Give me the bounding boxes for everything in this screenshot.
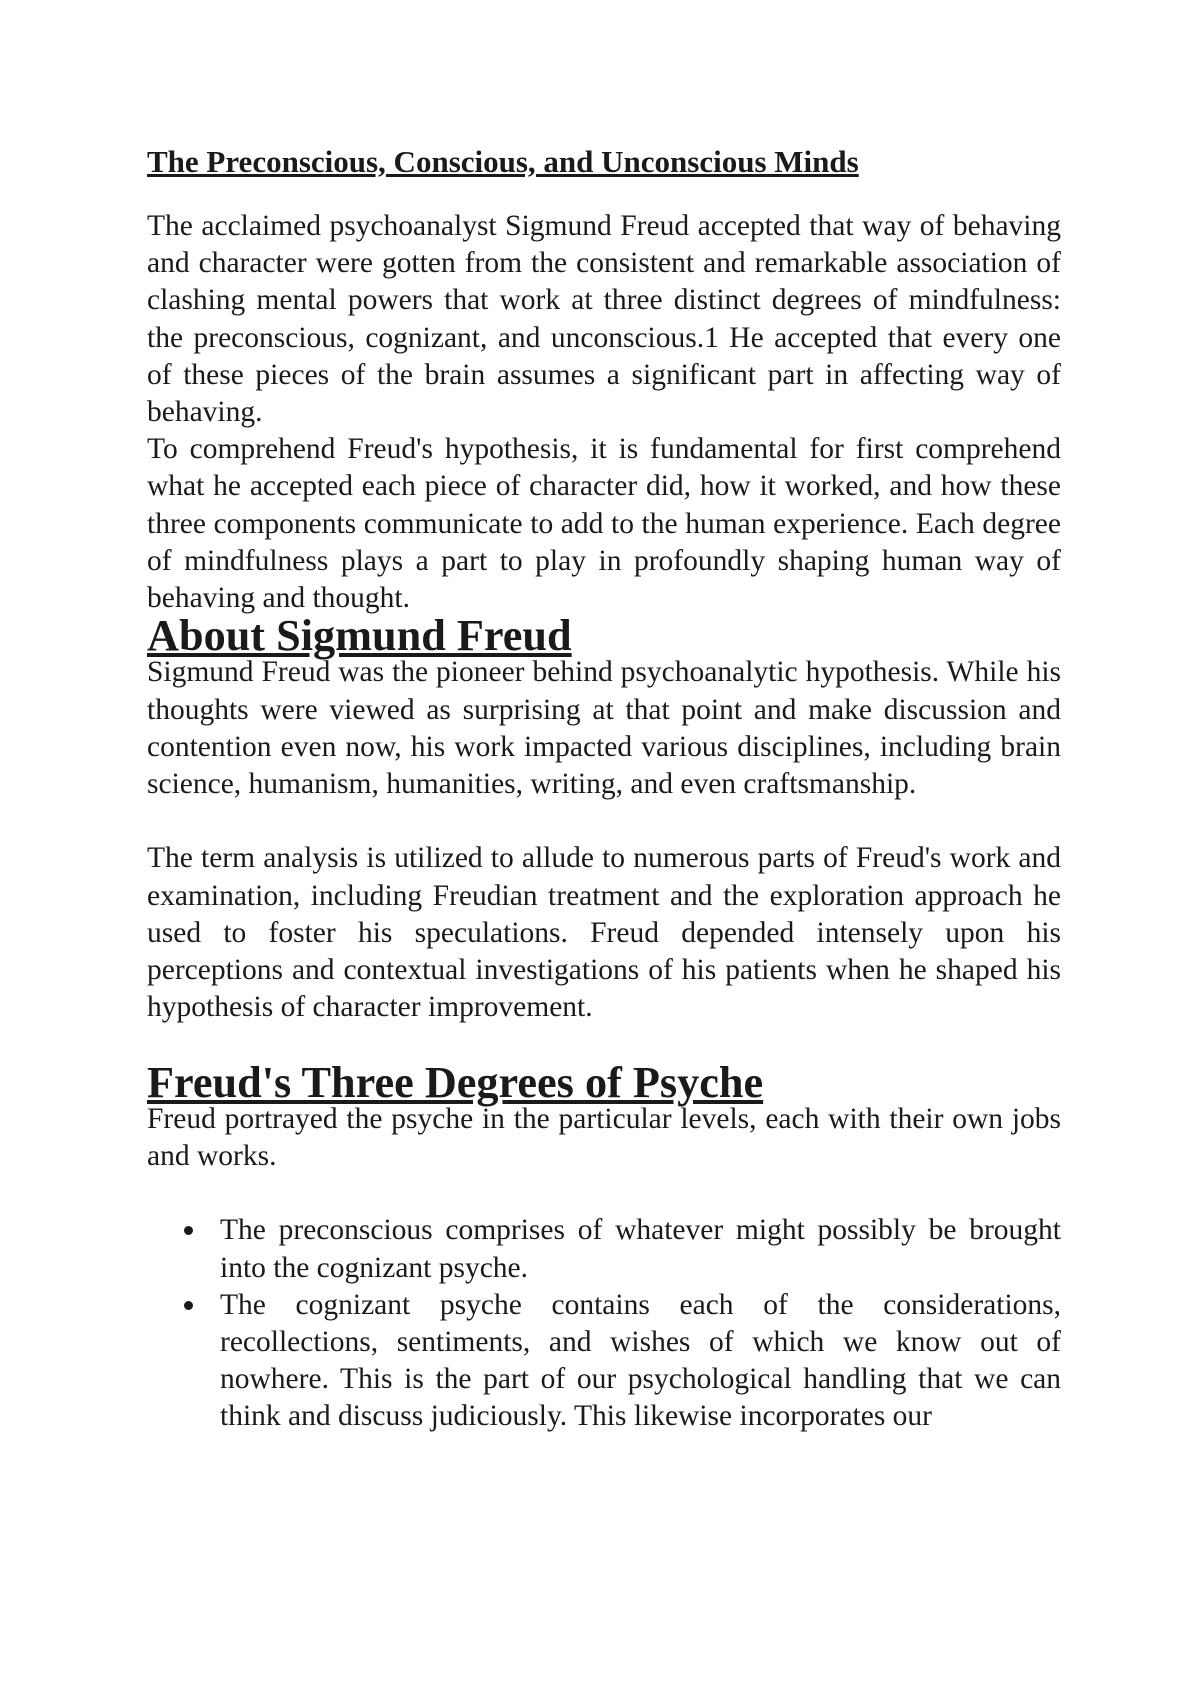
blank-line (147, 803, 1061, 840)
about-freud-heading: About Sigmund Freud (147, 611, 572, 661)
psyche-levels-list (147, 1212, 1061, 1435)
document-page (147, 142, 1061, 1436)
list-item-text: The preconscious comprises of whatever might possibly be brought into the cognizant psyche. (220, 1214, 1061, 1284)
three-degrees-heading: Freud's Three Degrees of Psyche (147, 1057, 764, 1107)
list-item (220, 1287, 1061, 1436)
intro-paragraph-2: To comprehend Freud's hypothesis, it is fundamental for first comprehend what he accepted each piece of character did, how it worked, and how these three components communicate to add to the human experience. Each degree of mindfulness plays a part to play in profoundly shaping human way of behaving and thought. (147, 433, 1061, 615)
about-freud-paragraph-1: Sigmund Freud was the pioneer behind psychoanalytic hypothesis. While his thoughts were viewed as surprising at that point and make discussion and contention even now, his work impacted various disciplines, including brain science, humanism, humanities, writing, and even craftsmanship. (147, 656, 1061, 801)
list-item (220, 1212, 1061, 1286)
page-title: The Preconscious, Conscious, and Unconscious Minds (147, 144, 859, 179)
intro-paragraph-1: The acclaimed psychoanalyst Sigmund Freud accepted that way of behaving and character were gotten from the consistent and remarkable association of clashing mental powers that work at three distinct degrees of mindfulness: the preconscious, cognizant, and unconscious.1 He accepted that every one of these pieces of the brain assumes a significant part in affecting way of behaving. (147, 210, 1061, 429)
about-freud-paragraph-2: The term analysis is utilized to allude to numerous parts of Freud's work and examination, including Freudian treatment and the exploration approach he used to foster his speculations. Freud depended intensely upon his perceptions and contextual investigations of his patients when he shaped his hypothesis of character improvement. (147, 842, 1061, 1024)
three-degrees-paragraph: Freud portrayed the psyche in the particular levels, each with their own jobs and works. (147, 1102, 1061, 1173)
list-item-text: The cognizant psyche contains each of the considerations, recollections, sentiments, and wishes of which we know out of nowhere. This is the part of our psychological handling that we can think and discuss judiciously. This likewise incorporates our (220, 1288, 1061, 1433)
bullet-icon (184, 1226, 193, 1235)
bullet-icon (184, 1301, 193, 1310)
blank-line (147, 1175, 1061, 1212)
